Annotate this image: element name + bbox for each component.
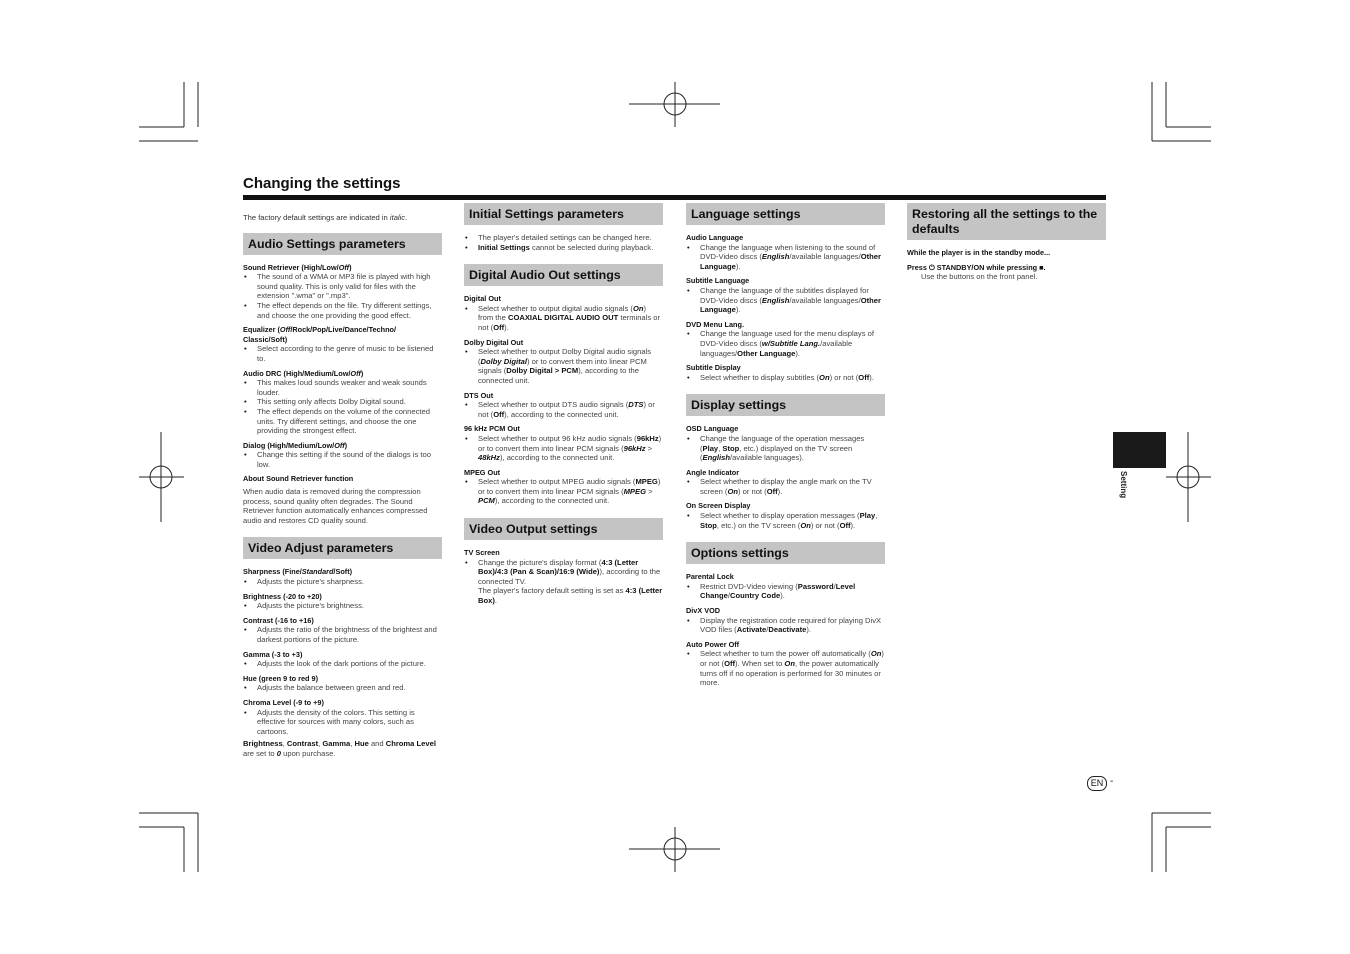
text-run: ) from the [478, 303, 647, 323]
emphasis-text: Off [766, 486, 778, 496]
text-run: The player's detailed settings can be changed here. [478, 233, 652, 242]
setting-item [243, 698, 442, 759]
setting-name [243, 441, 442, 451]
text-run: Select whether to display operation messages ( [700, 511, 860, 521]
text-run: OSD Language [686, 424, 739, 434]
emphasis-text: Stop [722, 443, 740, 453]
section-heading: Initial Settings parameters [464, 203, 663, 225]
text-run: . [494, 596, 497, 606]
setting-item [243, 263, 442, 321]
text-run: 96 kHz PCM Out [464, 424, 520, 434]
text-run: ) [360, 368, 364, 378]
text-run: /available languages/ [700, 338, 853, 358]
text-run: Select whether to output 96 kHz audio signals ( [478, 433, 637, 443]
emphasis-text: 0 [276, 748, 282, 758]
text-run: > [645, 486, 653, 496]
text-run: ) [349, 262, 352, 272]
text-run: Change the picture's display format ( [478, 557, 602, 567]
paragraph-text [243, 739, 442, 758]
setting-name [464, 468, 663, 478]
emphasis-text: On [870, 649, 882, 659]
text-run: About Sound Retriever function [243, 474, 354, 484]
bullet-text [243, 378, 442, 397]
emphasis-text: COAXIAL DIGITAL AUDIO OUT [507, 313, 619, 323]
setting-item [686, 424, 885, 462]
text-run: Select whether to output MPEG audio signals ( [478, 477, 636, 487]
settings-section [464, 264, 663, 506]
emphasis-text: Gamma [322, 739, 351, 749]
text-run: The player's factory default setting is set as [478, 586, 626, 596]
emphasis-text: w/Subtitle Lang. [761, 338, 821, 348]
text-run: Angle Indicator [686, 467, 740, 477]
text-run: ) [344, 440, 348, 450]
text-run: Select whether to display the angle mark on the TV screen ( [700, 477, 872, 496]
bullet-text [686, 286, 885, 315]
text-run: DTS Out [464, 390, 494, 400]
text-run: /Rock/Pop/Live/Dance/Techno/ Classic/Soft) [243, 325, 397, 344]
text-run: cannot be selected during playback. [529, 242, 654, 252]
bullet-text [243, 625, 442, 644]
text-run: , [718, 443, 723, 453]
emphasis-text: Other Language [737, 348, 796, 358]
emphasis-text: Stop [700, 520, 717, 530]
text-run: This setting only affects Dolby Digital sound. [257, 397, 406, 407]
bullet-text [243, 272, 442, 301]
setting-item [686, 501, 885, 530]
text-run: DivX VOD [686, 606, 721, 616]
setting-name [464, 424, 663, 434]
emphasis-text: Password [797, 581, 834, 591]
setting-item [464, 294, 663, 332]
emphasis-text: Off [338, 262, 350, 272]
text-run: ) or to convert them into linear PCM signals ( [478, 433, 662, 453]
text-run: Press ⏻ STANDBY/ON while pressing ■. [907, 262, 1046, 272]
setting-name [243, 698, 442, 708]
text-run: TV Screen [464, 548, 500, 558]
text-run: The sound of a WMA or MP3 file is played with high sound quality. This is only valid for files with the extension ".wma" or ".mp3". [257, 272, 431, 301]
text-run: , the power automatically turns off if no operation is performed for 30 minutes or more. [700, 659, 881, 688]
bullet-text [243, 407, 442, 436]
setting-name [686, 640, 885, 650]
text-run: ). [504, 322, 509, 332]
setting-name [243, 650, 442, 660]
setting-item [464, 233, 663, 252]
emphasis-text: MPEG [623, 486, 646, 496]
text-run: /Soft) [333, 567, 353, 577]
setting-name [686, 606, 885, 616]
text-run: ), according to the connected TV. [478, 567, 661, 586]
setting-name [243, 674, 442, 684]
emphasis-text: Play [859, 511, 876, 521]
text-run: are set to [243, 748, 277, 758]
settings-section [243, 537, 442, 758]
setting-item [907, 248, 1106, 258]
text-run: ), according to the connected unit. [478, 366, 640, 385]
emphasis-text: Country Code [729, 591, 781, 601]
setting-item [686, 572, 885, 601]
setting-item [243, 567, 442, 586]
bullet-text [686, 373, 885, 383]
setting-item [243, 441, 442, 470]
text-run: Select whether to output DTS audio signals ( [478, 400, 629, 410]
emphasis-text: On [632, 303, 644, 313]
text-run: Change the language of the subtitles displayed for DVD-Video discs ( [700, 285, 869, 305]
text-run: ) or to convert them into linear PCM signals ( [478, 477, 661, 496]
emphasis-text: On [784, 659, 795, 668]
text-run: / [766, 625, 769, 635]
setting-name [686, 424, 885, 434]
text-run: ). [780, 591, 785, 601]
text-run: Restrict DVD-Video viewing ( [700, 581, 798, 591]
bullet-text [686, 511, 885, 530]
emphasis-text: 96kHz [636, 433, 659, 443]
text-run: ). [735, 305, 741, 315]
page-number: - [1110, 776, 1114, 787]
setting-name [464, 338, 663, 348]
text-run: Sharpness (Fine/ [243, 567, 302, 577]
settings-section [464, 203, 663, 252]
emphasis-text: Off [839, 520, 851, 530]
text-run: Subtitle Display [686, 363, 741, 373]
column-3 [686, 203, 885, 700]
text-run: ). When set to [735, 659, 785, 668]
setting-item [464, 391, 663, 420]
setting-name [686, 233, 885, 243]
setting-name [243, 263, 442, 273]
bullet-text [464, 400, 663, 419]
emphasis-text: 96kHz [623, 443, 646, 453]
setting-name [464, 548, 663, 558]
text-run: Select whether to turn the power off automatically ( [700, 649, 871, 659]
bullet-text [464, 233, 663, 243]
text-run: > [645, 443, 653, 453]
section-heading: Video Adjust parameters [243, 537, 442, 559]
bullet-text [243, 683, 442, 693]
text-run: terminals or not ( [478, 313, 660, 332]
setting-item [686, 320, 885, 358]
emphasis-text: Off [724, 659, 736, 668]
text-run: ). [806, 625, 812, 635]
bullet-text [686, 477, 885, 496]
text-run: ). [777, 486, 783, 496]
text-run: ), according to the connected unit. [499, 453, 615, 463]
intro-note [243, 213, 442, 223]
text-run: ). [850, 520, 856, 530]
text-run: ) or to convert them into linear PCM signals ( [478, 356, 647, 376]
text-run: Brightness (-20 to +20) [243, 591, 322, 601]
text-run: Dolby Digital Out [464, 337, 524, 347]
setting-item [686, 233, 885, 271]
section-heading: Digital Audio Out settings [464, 264, 663, 286]
text-run: , etc.) displayed on the TV screen ( [700, 443, 853, 463]
text-run: Subtitle Language [686, 276, 750, 286]
text-run: The effect depends on the volume of the connected units. Try different settings, and choose the one providing the strongest effect. [257, 406, 430, 436]
text-run: While the player is in the standby mode... [907, 248, 1051, 257]
settings-section [464, 518, 663, 606]
text-run: ), according to the connected unit. [504, 409, 619, 419]
emphasis-text: DTS [628, 400, 644, 410]
text-run: ) or not ( [700, 649, 884, 668]
emphasis-text: PCM [478, 496, 495, 506]
text-run: , etc.) on the TV screen ( [716, 520, 801, 530]
bullet-text [464, 304, 663, 333]
section-tab-marker [1113, 432, 1166, 468]
setting-item [686, 640, 885, 688]
text-run: /available languages). [729, 453, 804, 463]
text-run: Adjusts the density of the colors. This setting is effective for sources with many colors, such as cartoons. [257, 707, 415, 736]
page-title: Changing the settings [243, 175, 401, 192]
text-run: Hue (green 9 to red 9) [243, 673, 319, 683]
text-run: Auto Power Off [686, 639, 740, 649]
text-run: Select whether to display subtitles ( [700, 372, 820, 382]
text-run: This makes loud sounds weaker and weak sounds louder. [257, 378, 427, 397]
settings-section [686, 394, 885, 530]
emphasis-text: Level Change [700, 581, 856, 601]
settings-section [243, 233, 442, 526]
bullet-text [243, 577, 442, 587]
bullet-text [464, 558, 663, 587]
text-run: Change the language used for the menu displays of DVD-Video discs ( [700, 329, 874, 348]
bullet-text [243, 601, 442, 611]
setting-name [243, 592, 442, 602]
text-run: /available languages/ [789, 295, 861, 305]
section-heading: Language settings [686, 203, 885, 225]
setting-name [464, 294, 663, 304]
settings-section [907, 203, 1106, 282]
emphasis-text: 48kHz [478, 453, 500, 463]
emphasis-text: Off [334, 440, 345, 450]
section-heading: Audio Settings parameters [243, 233, 442, 255]
setting-name [907, 263, 1106, 273]
emphasis-text: Hue [354, 739, 369, 749]
text-run: ) or not ( [829, 372, 859, 382]
text-run: , [318, 739, 323, 749]
emphasis-text: Dolby Digital [480, 356, 527, 366]
section-heading: Video Output settings [464, 518, 663, 540]
text-run: Use the buttons on the front panel. [921, 272, 1038, 282]
setting-item [464, 338, 663, 386]
note-text [464, 586, 663, 605]
setting-item [464, 548, 663, 606]
emphasis-text: Standard [301, 567, 334, 577]
text-run: . [405, 213, 408, 222]
setting-item [243, 650, 442, 669]
title-rule [243, 195, 1106, 200]
text-run: and [368, 739, 386, 749]
text-run: Sound Retriever (High/Low/ [243, 262, 339, 272]
text-run: ) or not ( [737, 486, 767, 496]
text-run: , [350, 739, 355, 749]
text-run: / [727, 591, 730, 601]
column-4 [907, 203, 1106, 294]
setting-item [907, 263, 1106, 282]
text-run: Select whether to output digital audio signals ( [478, 303, 633, 313]
setting-item [243, 592, 442, 611]
text-run: Change the language of the operation messages ( [700, 433, 865, 453]
text-run: ). [735, 261, 741, 271]
settings-section [686, 542, 885, 688]
text-run: On Screen Display [686, 501, 751, 511]
emphasis-text: Initial Settings [478, 242, 530, 252]
text-run: Chroma Level (-9 to +9) [243, 697, 324, 707]
language-badge: EN [1087, 776, 1107, 791]
text-run: ). [869, 372, 874, 382]
emphasis-text: 4:3 (Letter Box) [478, 586, 663, 606]
emphasis-text: Off [493, 322, 505, 332]
text-run: Dialog (High/Medium/Low/ [243, 440, 335, 450]
setting-item [243, 325, 442, 363]
bullet-text [243, 450, 442, 469]
setting-name [686, 468, 885, 478]
bullet-text [464, 347, 663, 385]
setting-name [464, 391, 663, 401]
emphasis-text: Off [493, 409, 505, 419]
bullet-text [686, 649, 885, 687]
setting-item [464, 468, 663, 506]
setting-name [686, 572, 885, 582]
text-run: , [875, 511, 878, 521]
emphasis-text: 4:3 (Letter Box)/4:3 (Pan & Scan)/16:9 (Wide) [478, 557, 639, 577]
setting-name [243, 474, 442, 484]
text-run: MPEG Out [464, 467, 501, 477]
text-run: Audio Language [686, 233, 744, 242]
emphasis-text: Contrast [286, 739, 319, 749]
emphasis-text: Off [279, 325, 291, 335]
emphasis-text: English [761, 295, 790, 305]
bullet-text [243, 344, 442, 363]
text-run: ), according to the connected unit. [494, 496, 610, 506]
text-run: Contrast (-16 to +16) [243, 615, 314, 625]
text-run: Parental Lock [686, 572, 734, 582]
emphasis-text: On [800, 520, 811, 530]
bullet-text [243, 708, 442, 737]
section-heading: Options settings [686, 542, 885, 564]
text-run: DVD Menu Lang. [686, 319, 744, 329]
text-run: The effect depends on the file. Try different settings, and choose the one providing the good effect. [257, 300, 432, 320]
bullet-text [243, 301, 442, 320]
setting-item [243, 674, 442, 693]
emphasis-text: Chroma Level [385, 739, 436, 749]
bullet-text [243, 659, 442, 669]
bullet-text [686, 616, 885, 635]
section-heading: Restoring all the settings to the defaults [907, 203, 1106, 240]
text-run: Adjusts the ratio of the brightness of the brightest and darkest portions of the picture. [257, 625, 437, 644]
text-run: ) or not ( [478, 400, 655, 419]
text-run: When audio data is removed during the compression process, sound quality often degrades. The Sound Retriever function automatically enhances compressed audio and restores CD quality sound. [243, 487, 428, 525]
setting-name [686, 501, 885, 511]
text-run: upon purchase. [281, 748, 336, 758]
emphasis-text: MPEG [635, 477, 658, 487]
bullet-text [686, 243, 885, 272]
emphasis-text: Activate [736, 625, 767, 635]
text-run: Change the language when listening to the sound of DVD-Video discs ( [700, 242, 876, 262]
text-run: Select whether to output Dolby Digital audio signals ( [478, 347, 652, 366]
text-run: Adjusts the balance between green and red. [257, 683, 406, 693]
emphasis-text: On [727, 486, 738, 496]
emphasis-text: Play [702, 443, 719, 453]
settings-section [686, 203, 885, 382]
text-run: Adjusts the look of the dark portions of the picture. [257, 659, 426, 669]
setting-item [243, 369, 442, 436]
emphasis-text: On [819, 372, 830, 382]
emphasis-text: Other Language [700, 252, 881, 271]
setting-name [243, 325, 442, 344]
text-run: Change this setting if the sound of the dialogs is too low. [257, 450, 431, 469]
emphasis-text: English [761, 252, 790, 262]
setting-name [243, 616, 442, 626]
setting-item [686, 276, 885, 314]
bullet-text [686, 582, 885, 601]
bullet-text [464, 477, 663, 506]
setting-name [907, 248, 1106, 258]
emphasis-text: English [702, 453, 730, 463]
text-run: Adjusts the picture's sharpness. [257, 577, 364, 587]
column-1 [243, 210, 442, 771]
text-run: /available languages/ [789, 252, 861, 262]
setting-name [686, 320, 885, 330]
bullet-text [686, 434, 885, 463]
setting-item [686, 363, 885, 382]
note-text [907, 272, 1106, 282]
text-run: , [282, 739, 287, 749]
text-run: Display the registration code required for playing DivX VOD files ( [700, 615, 882, 635]
section-tab-label: Setting [1119, 471, 1128, 499]
text-run: ) or not ( [810, 520, 840, 530]
emphasis-text: Off [858, 372, 870, 382]
text-run: ). [795, 348, 801, 358]
text-run: Adjusts the picture's brightness. [257, 601, 364, 611]
paragraph-text [243, 487, 442, 525]
text-run: / [833, 581, 836, 591]
text-run: The factory default settings are indicated in [243, 213, 390, 222]
setting-item [464, 424, 663, 462]
setting-name [243, 567, 442, 577]
bullet-text [464, 243, 663, 253]
emphasis-text: Deactivate [768, 625, 807, 635]
bullet-text [686, 329, 885, 358]
bullet-text [243, 397, 442, 407]
setting-item [686, 468, 885, 497]
setting-item [243, 616, 442, 645]
setting-item [686, 606, 885, 635]
emphasis-text: Brightness [243, 739, 283, 749]
setting-name [686, 276, 885, 286]
section-heading: Display settings [686, 394, 885, 416]
text-run: Gamma (-3 to +3) [243, 649, 303, 659]
text-run: Digital Out [464, 294, 501, 304]
emphasis-text: italic [389, 213, 406, 222]
emphasis-text: Off [350, 368, 361, 378]
setting-name [686, 363, 885, 373]
bullet-text [464, 434, 663, 463]
text-run: Select according to the genre of music to be listened to. [257, 344, 434, 363]
column-2 [464, 203, 663, 618]
text-run: Equalizer ( [243, 325, 280, 335]
setting-name [243, 369, 442, 379]
emphasis-text: Dolby Digital > PCM [506, 366, 579, 376]
text-run: Audio DRC (High/Medium/Low/ [243, 368, 351, 378]
setting-item [243, 474, 442, 525]
emphasis-text: Other Language [700, 295, 881, 315]
